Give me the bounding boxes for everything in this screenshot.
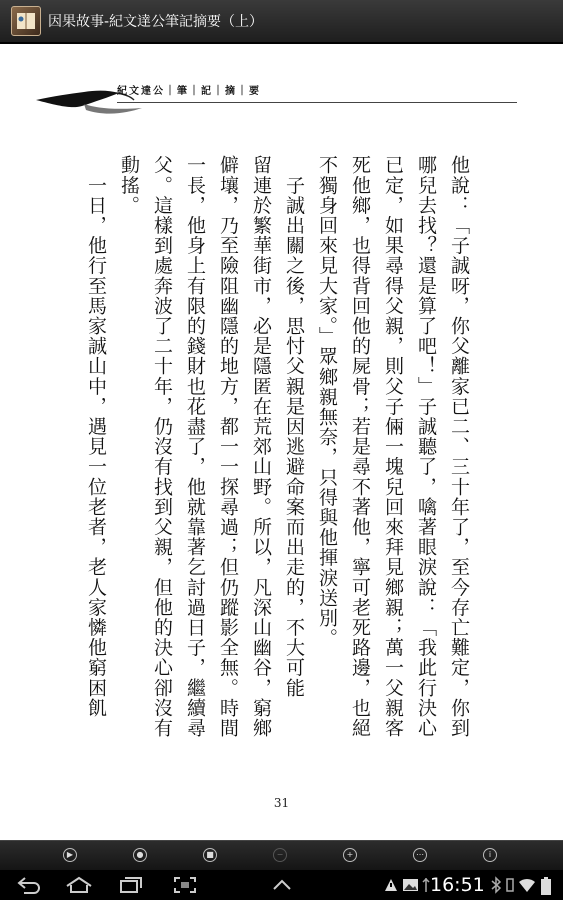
text-column: 不獨身回來見大家。」眾鄉親無奈，只得與他揮淚送別。 — [316, 155, 338, 648]
play-icon[interactable]: ▶ — [63, 848, 77, 862]
text-column: 留連於繁華街市，必是隱匿在荒郊山野。所以，凡深山幽谷，窮鄉 — [250, 155, 272, 738]
text-column: 死他鄉，也得背回他的屍骨；若是尋不著他，寧可老死路邊，也絕 — [349, 155, 371, 738]
text-column: 一日，他行至馬家誠山中，遇見一位老者，老人家憐他窮困飢 — [85, 155, 107, 718]
status-clock: 16:51 — [430, 874, 485, 896]
recent-apps-icon[interactable] — [118, 876, 144, 894]
chevron-up-icon[interactable] — [270, 876, 294, 894]
text-column: 已定，如果尋得父親，則父子倆一塊兒回來拜見鄉親；萬一父親客 — [382, 155, 404, 738]
title-bar — [0, 0, 563, 44]
back-icon[interactable] — [16, 876, 42, 894]
record-icon[interactable]: ● — [133, 848, 147, 862]
book-page[interactable] — [0, 44, 563, 840]
text-column: 一長，他身上有限的錢財也花盡了，他就靠著乞討過日子，繼續尋 — [184, 155, 206, 738]
text-column: 子誠出關之後，思忖父親是因逃避命案而出走的，不大可能 — [283, 155, 305, 698]
screenshot-icon[interactable] — [172, 876, 198, 894]
app-icon[interactable] — [11, 6, 41, 36]
text-column: 僻壤，乃至險阻幽隱的地方，都一一探尋過；但仍蹤影全無。時間 — [217, 155, 239, 738]
more-icon[interactable]: ⋯ — [413, 848, 427, 862]
wifi-icon — [518, 876, 536, 894]
page-header: 紀文達公｜筆｜記｜摘｜要 — [117, 86, 261, 97]
reader-toolbar — [0, 840, 563, 871]
stop-icon[interactable]: ■ — [203, 848, 217, 862]
zoom-in-icon[interactable]: + — [343, 848, 357, 862]
system-nav-bar — [0, 870, 563, 900]
text-column: 父。這樣到處奔波了二十年，仍沒有找到父親，但他的決心卻沒有 — [151, 155, 173, 738]
vibrate-icon — [505, 876, 515, 894]
gallery-icon — [402, 876, 420, 894]
warning-icon — [384, 876, 398, 894]
zoom-out-icon[interactable]: − — [273, 848, 287, 862]
text-column: 哪兒去找？還是算了吧！」子誠聽了，噙著眼淚說：「我此行決心 — [415, 155, 437, 738]
usb-icon — [422, 876, 430, 894]
text-column: 動搖。 — [118, 155, 140, 216]
app-title: 因果故事-紀文達公筆記摘要（上） — [48, 14, 264, 30]
text-column: 他說：「子誠呀，你父離家已二、三十年了，至今存亡難定，你到 — [448, 155, 470, 738]
book-icon — [15, 10, 37, 32]
battery-icon — [540, 876, 552, 896]
bluetooth-icon — [490, 876, 502, 894]
info-icon[interactable]: i — [483, 848, 497, 862]
page-number: 31 — [273, 796, 290, 810]
home-icon[interactable] — [64, 876, 94, 894]
header-rule — [117, 102, 517, 103]
